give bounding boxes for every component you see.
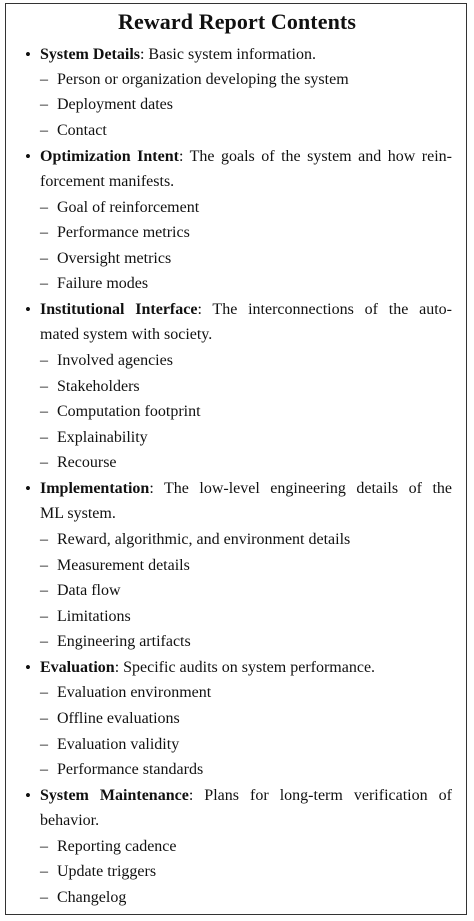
dash-icon: – [40,557,48,574]
section-institutional-interface [40,300,452,320]
section-description: : Basic system information. [139,46,316,63]
dash-icon: – [40,761,48,778]
dash-icon: – [40,122,48,139]
list-item: Computation footprint [57,403,201,420]
dash-icon: – [40,96,48,113]
list-item: Performance standards [57,761,204,778]
dash-icon: – [40,199,48,216]
list-item: Reward, algorithmic, and environment details [57,531,351,548]
list-item: Oversight metrics [57,250,172,267]
dash-icon: – [40,429,48,446]
bullet-icon: • [25,147,31,166]
dash-icon: – [40,352,48,369]
list-item: Performance metrics [57,224,190,241]
bullet-icon: • [25,658,31,677]
section-title: System Details [40,46,140,63]
list-item: Recourse [57,454,117,471]
section-implementation [40,479,452,499]
section-title: Implementation [40,480,150,497]
list-item: Reporting cadence [57,838,177,855]
bullet-icon: • [25,479,31,498]
section-system-maintenance [40,786,452,806]
dash-icon: – [40,710,48,727]
section-title: System Maintenance [40,787,189,804]
list-item: Limitations [57,608,131,625]
dash-icon: – [40,608,48,625]
section-description: : The interconnections of the auto- [197,301,453,318]
list-item: Offline evaluations [57,710,180,727]
section-description-continued: mated system with society. [40,326,213,343]
section-description-continued: forcement manifests. [40,173,175,190]
list-item: Contact [57,122,107,139]
list-item: Involved agencies [57,352,173,369]
dash-icon: – [40,582,48,599]
dash-icon: – [40,633,48,650]
dash-icon: – [40,454,48,471]
list-item: Measurement details [57,557,190,574]
bullet-icon: • [25,45,31,64]
section-description-continued: ML system. [40,505,116,522]
bullet-icon: • [25,300,31,319]
dash-icon: – [40,378,48,395]
list-item: Person or organization developing the system [57,71,349,88]
list-item: Explainability [57,429,148,446]
section-system-details [40,45,316,65]
list-item: Evaluation validity [57,736,180,753]
section-title: Evaluation [40,659,115,676]
list-item: Data flow [57,582,121,599]
list-item: Update triggers [57,863,157,880]
section-evaluation [40,658,375,678]
section-title: Institutional Interface [40,301,198,318]
dash-icon: – [40,736,48,753]
dash-icon: – [40,403,48,420]
bullet-icon: • [25,786,31,805]
dash-icon: – [40,838,48,855]
dash-icon: – [40,275,48,292]
list-item: Evaluation environment [57,684,212,701]
dash-icon: – [40,531,48,548]
list-item: Deployment dates [57,96,173,113]
dash-icon: – [40,224,48,241]
section-description: : Plans for long-term verification of [188,787,452,804]
list-item: Engineering artifacts [57,633,191,650]
list-item: Changelog [57,889,127,906]
section-description: : Specific audits on system performance. [114,659,376,676]
section-description: : The goals of the system and how rein- [178,148,452,165]
list-item: Failure modes [57,275,149,292]
dash-icon: – [40,71,48,88]
section-description-continued: behavior. [40,812,100,829]
dash-icon: – [40,863,48,880]
list-item: Goal of reinforcement [57,199,200,216]
section-optimization-intent [40,147,452,167]
page-title: Reward Report Contents [117,9,357,34]
dash-icon: – [40,250,48,267]
list-item: Stakeholders [57,378,140,395]
section-title: Optimization Intent [40,148,179,165]
section-description: : The low-level engineering details of the [149,480,452,497]
dash-icon: – [40,889,48,906]
dash-icon: – [40,684,48,701]
